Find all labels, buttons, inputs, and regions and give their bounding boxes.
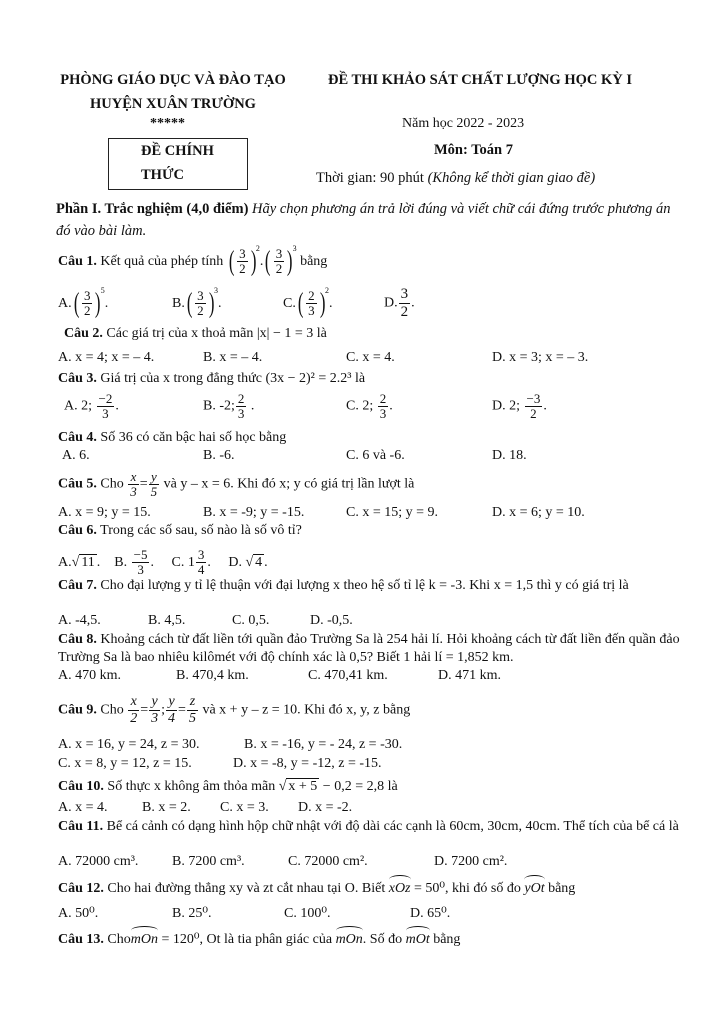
q8-option-b: B. 470,4 km.	[176, 668, 249, 683]
question-10: Câu 10. Số thực x không âm thỏa mãn √ x + 5 − 0,2 = 2,8 là	[58, 779, 398, 794]
department-name: PHÒNG GIÁO DỤC VÀ ĐÀO TẠO HUYỆN XUÂN TRƯỜNG	[60, 72, 286, 112]
q11-option-a: A. 72000 cm³.	[58, 854, 139, 869]
q13-angle-mon-2: mOn	[335, 932, 363, 947]
q12-option-d: D. 65⁰.	[410, 906, 451, 921]
q3-label: Câu 3.	[58, 371, 97, 386]
q5-option-a: A. x = 9; y = 15.	[58, 505, 151, 520]
q2-label: Câu 2.	[64, 326, 103, 341]
q8-label: Câu 8.	[58, 632, 97, 647]
q3-option-a: A. 2; $\frac{-2}{3}$ .	[64, 391, 119, 421]
q6-option-b: B. $\frac{-5}{3}$ .	[114, 547, 154, 577]
q10-label: Câu 10.	[58, 779, 104, 794]
q1-label: Câu 1.	[58, 254, 97, 269]
q9-option-b: B. x = -16, y = - 24, z = -30.	[244, 737, 403, 752]
q4-label: Câu 4.	[58, 430, 97, 445]
q9-option-c: C. x = 8, y = 12, z = 15.	[58, 756, 192, 771]
part1-instruction: Hãy chọn phương án trả lời đúng và viết chữ cái đứng trước phương án đó vào bài làm.	[56, 201, 671, 239]
question-3	[58, 371, 365, 387]
q1-option-d: D. $\frac{3}{2}$ .	[384, 286, 415, 320]
q7-option-b: B. 4,5.	[148, 613, 186, 628]
q5-option-d: D. x = 6; y = 10.	[492, 505, 585, 520]
q1-text: Kết quả của phép tính	[100, 254, 224, 269]
q9-label: Câu 9.	[58, 702, 97, 718]
q5-text: và y – x = 6. Khi đó x; y có giá trị lần lượt là	[163, 476, 415, 492]
q11-option-b: B. 7200 cm³.	[172, 854, 245, 869]
q11-option-d: D. 7200 cm².	[434, 854, 508, 869]
official-exam-box: ĐỀ CHÍNH THỨC	[108, 138, 248, 190]
question-8	[58, 631, 683, 667]
q5-option-b: B. x = -9; y = -15.	[203, 505, 305, 520]
q2-option-b: B. x = – 4.	[203, 350, 263, 365]
q3-option-b: B. -2; $\frac{2}{3}$ .	[203, 391, 255, 421]
question-9: Câu 9. Cho $\frac{x}{2}$ = $\frac{y}{3}$ ; $\frac{y}{4}$ = $\frac{z}{5}$ và x + y – z = 10. Khi đó x, y, z bằng	[58, 694, 411, 726]
q5-option-c: C. x = 15; y = 9.	[346, 505, 439, 520]
q13-angle-mon: mOn	[130, 932, 158, 947]
q10-option-d: D. x = -2.	[298, 800, 353, 815]
q2-option-a: A. x = 4; x = – 4.	[58, 350, 155, 365]
question-11	[58, 818, 688, 836]
q11-label: Câu 11.	[58, 819, 104, 834]
q1-option-a: A.( $\frac{3}{2}$ )$^5$.	[58, 286, 109, 319]
q6-text: Trong các số sau, số nào là số vô tỉ?	[100, 523, 302, 538]
question-7	[58, 577, 683, 595]
q6-options	[58, 548, 268, 577]
q10-option-b: B. x = 2.	[142, 800, 191, 815]
q7-label: Câu 7.	[58, 578, 97, 593]
q3-option-d: D. 2; $\frac{-3}{2}$ .	[492, 391, 547, 421]
q1-option-b: B.( $\frac{3}{2}$ )$^3$.	[172, 286, 222, 319]
q4-option-d: D. 18.	[492, 448, 527, 463]
q10-text: Số thực x không âm thỏa mãn	[107, 779, 276, 794]
time-note: (Không kể thời gian giao đề)	[427, 170, 596, 186]
q9-text: và x + y – z = 10. Khi đó x, y, z bằng	[202, 702, 411, 718]
header-stars: *****	[150, 116, 185, 131]
question-2	[64, 326, 327, 342]
q11-text: Bể cá cảnh có dạng hình hộp chữ nhật với độ dài các cạnh là 60cm, 30cm, 40cm. Thể tích của bể cá là	[106, 819, 679, 834]
q13-angle-mot: mOt	[405, 932, 430, 947]
q4-text: Số 36 có căn bậc hai số học bằng	[100, 430, 287, 445]
q6-option-a: A.√ 11 .	[58, 554, 101, 570]
exam-time	[316, 170, 595, 187]
q2-option-d: D. x = 3; x = – 3.	[492, 350, 589, 365]
q10-option-c: C. x = 3.	[220, 800, 269, 815]
q12-option-a: A. 50⁰.	[58, 906, 99, 921]
q10-radical: x + 5	[288, 779, 318, 794]
q3-text: Giá trị của x trong đẳng thức (3x − 2)² = 2.2³ là	[100, 371, 366, 386]
part1-title: Phần I. Trắc nghiệm (4,0 điểm)	[56, 201, 249, 217]
q6-option-d: D. √ 4 .	[228, 554, 268, 570]
question-5: Câu 5. Cho $\frac{x}{3}$ = $\frac{y}{5}$ và y – x = 6. Khi đó x; y có giá trị lần lượt là	[58, 469, 415, 499]
q10-rest: − 0,2 = 2,8 là	[322, 779, 398, 794]
q8-option-c: C. 470,41 km.	[308, 668, 388, 683]
q2-option-c: C. x = 4.	[346, 350, 395, 365]
q11-option-c: C. 72000 cm².	[288, 854, 368, 869]
q12-option-b: B. 25⁰.	[172, 906, 212, 921]
q12-angle-yot: yOt	[524, 881, 545, 896]
q4-option-a: A. 6.	[62, 448, 90, 463]
question-13: Câu 13. ChomOn = 120⁰, Ot là tia phân giác của mOn. Số đo mOt bằng	[58, 932, 461, 947]
q3-option-c: C. 2; $\frac{2}{3}$ .	[346, 391, 393, 421]
q4-option-b: B. -6.	[203, 448, 235, 463]
q1-option-c: C.( $\frac{2}{3}$ )$^2$.	[283, 286, 333, 319]
q1-end: bằng	[300, 254, 328, 269]
q6-label: Câu 6.	[58, 523, 97, 538]
q7-option-d: D. -0,5.	[310, 613, 353, 628]
q9-option-a: A. x = 16, y = 24, z = 30.	[58, 737, 200, 752]
q12-angle-xoz: xOz	[388, 881, 411, 896]
question-6	[58, 523, 302, 539]
question-1: Câu 1. Kết quả của phép tính ( $\frac{3}{2}$ )$^2$.( $\frac{3}{2}$ )$^3$ bằng	[58, 244, 328, 277]
exam-title: ĐỀ THI KHẢO SÁT CHẤT LƯỢNG HỌC KỲ I	[327, 72, 633, 88]
q8-option-a: A. 470 km.	[58, 668, 121, 683]
q13-label: Câu 13.	[58, 932, 104, 947]
q2-text: Các giá trị của x thoả mãn |x| − 1 = 3 là	[106, 326, 327, 341]
q4-option-c: C. 6 và -6.	[346, 448, 405, 463]
question-4	[58, 430, 286, 446]
q7-option-c: C. 0,5.	[232, 613, 270, 628]
q12-label: Câu 12.	[58, 881, 104, 896]
time-label: Thời gian: 90 phút	[316, 170, 424, 186]
q12-text: Cho hai đường thẳng xy và zt cắt nhau tại O. Biết	[107, 881, 386, 896]
q9-option-d: D. x = -8, y = -12, z = -15.	[233, 756, 382, 771]
q7-text: Cho đại lượng y tỉ lệ thuận với đại lượng x theo hệ số tỉ lệ k = -3. Khi x = 1,5 thì y có giá trị là	[100, 578, 629, 593]
q10-option-a: A. x = 4.	[58, 800, 108, 815]
question-12: Câu 12. Cho hai đường thẳng xy và zt cắt nhau tại O. Biết xOz = 50⁰, khi đó số đo yOt bằng	[58, 881, 576, 896]
q5-label: Câu 5.	[58, 476, 97, 492]
q7-option-a: A. -4,5.	[58, 613, 101, 628]
part1-heading	[56, 198, 676, 242]
q6-option-c: C. 1 $\frac{3}{4}$ .	[171, 547, 211, 577]
subject: Môn: Toán 7	[434, 142, 513, 158]
q12-option-c: C. 100⁰.	[284, 906, 331, 921]
q8-text: Khoảng cách từ đất liền tới quần đảo Trường Sa là 254 hải lí. Hỏi khoảng cách từ đất liền đến quần đảo Trường Sa là bao nhiêu kilômét với độ chính xác là 0,5? Biết 1 hải lí = 1,852 km.	[58, 632, 680, 665]
school-year: Năm học 2022 - 2023	[402, 116, 525, 131]
q8-option-d: D. 471 km.	[438, 668, 501, 683]
